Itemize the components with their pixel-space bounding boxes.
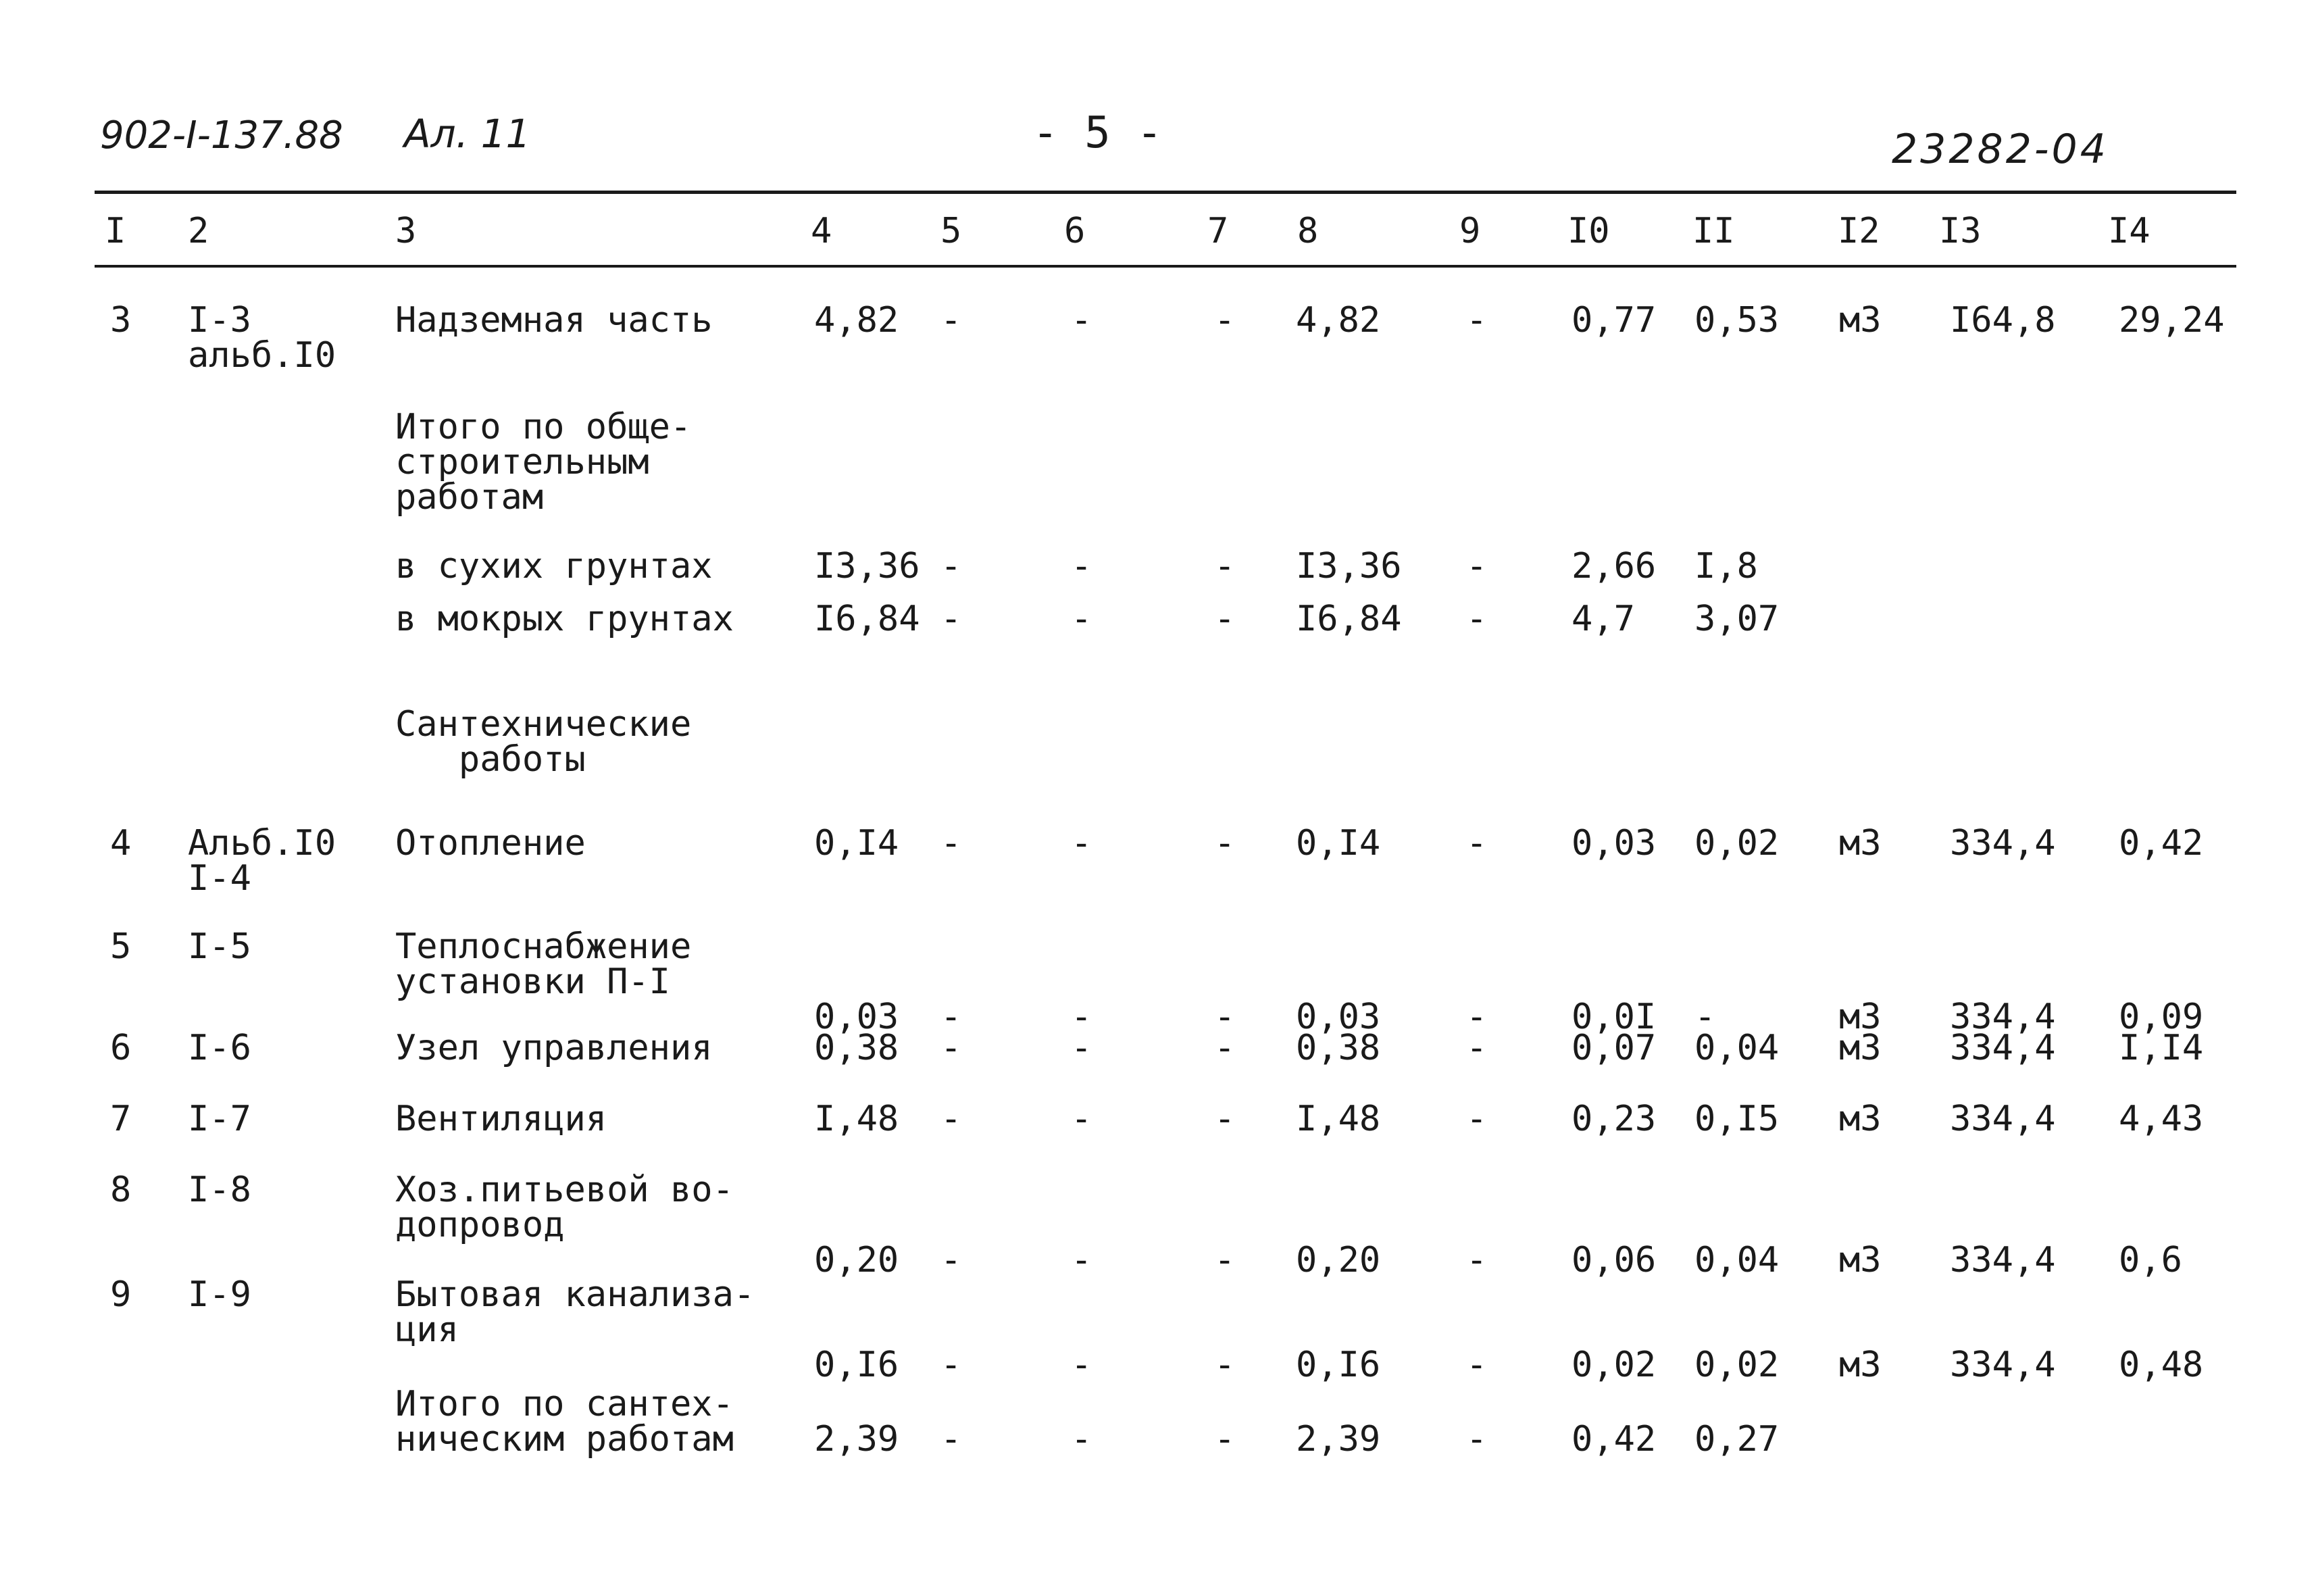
table-cell-col13: 334,4	[1950, 1099, 2056, 1139]
table-cell-col13: 334,4	[1950, 1028, 2056, 1068]
table-cell-col5: -	[940, 823, 962, 864]
table-cell-col3: Надземная часть	[395, 300, 713, 341]
table-cell-col13: 334,4	[1950, 1240, 2056, 1280]
column-header: I2	[1838, 211, 1880, 251]
table-cell-col13: 334,4	[1950, 1345, 2056, 1385]
table-cell-col3: Бытовая канализа- ция	[395, 1274, 755, 1350]
table-cell-col11: 0,04	[1694, 1240, 1780, 1280]
table-cell-col3: Теплоснабжение установки П-I	[395, 926, 692, 1002]
table-cell-col1: 5	[110, 926, 132, 967]
table-cell-col4: I6,84	[814, 599, 920, 639]
table-cell-col3: в мокрых грунтах	[395, 599, 734, 639]
table-cell-col4: I,48	[814, 1099, 899, 1139]
column-header: I4	[2108, 211, 2150, 251]
table-cell-col11: -	[1694, 997, 1716, 1037]
page-number: - 5 -	[1032, 108, 1163, 158]
table-cell-col7: -	[1214, 1419, 1236, 1460]
table-cell-col6: -	[1071, 599, 1092, 639]
table-cell-col11: 0,27	[1694, 1419, 1780, 1460]
column-header: 6	[1064, 211, 1086, 251]
table-cell-col3: Итого по сантех- ническим работам	[395, 1384, 734, 1460]
table-cell-col9: -	[1466, 300, 1488, 341]
table-cell-col12: м3	[1839, 1240, 1882, 1280]
table-cell-col6: -	[1071, 1028, 1092, 1068]
table-cell-col9: -	[1466, 546, 1488, 587]
table-cell-col12: м3	[1839, 1028, 1882, 1068]
table-cell-col7: -	[1214, 300, 1236, 341]
table-cell-col4: 0,03	[814, 997, 899, 1037]
table-cell-col9: -	[1466, 599, 1488, 639]
table-cell-col9: -	[1466, 1099, 1488, 1139]
table-cell-col2: Альб.I0 I-4	[188, 823, 336, 899]
table-cell-col10: 0,0I	[1571, 997, 1657, 1037]
column-header: 7	[1207, 211, 1229, 251]
table-cell-col12: м3	[1839, 1345, 1882, 1385]
table-cell-col7: -	[1214, 1345, 1236, 1385]
table-cell-col6: -	[1071, 1240, 1092, 1280]
table-cell-col5: -	[940, 1419, 962, 1460]
table-cell-col4: 0,38	[814, 1028, 899, 1068]
table-cell-col5: -	[940, 546, 962, 587]
table-cell-col3: Вентиляция	[395, 1099, 607, 1139]
table-cell-col10: 0,03	[1571, 823, 1657, 864]
table-cell-col3: в сухих грунтах	[395, 546, 713, 587]
table-cell-col12: м3	[1839, 300, 1882, 341]
table-cell-col4: 0,20	[814, 1240, 899, 1280]
column-header: 8	[1297, 211, 1319, 251]
table-cell-col7: -	[1214, 823, 1236, 864]
table-cell-col4: 2,39	[814, 1419, 899, 1460]
table-cell-col8: I6,84	[1296, 599, 1402, 639]
table-cell-col7: -	[1214, 1028, 1236, 1068]
table-cell-col3: Отопление	[395, 823, 586, 864]
table-cell-col2: I-5	[188, 926, 251, 967]
table-cell-col1: 4	[110, 823, 132, 864]
table-cell-col5: -	[940, 599, 962, 639]
table-cell-col2: I-7	[188, 1099, 251, 1139]
table-cell-col2: I-9	[188, 1274, 251, 1315]
page-header	[0, 0, 2314, 176]
table-cell-col8: 0,38	[1296, 1028, 1381, 1068]
table-cell-col12: м3	[1839, 823, 1882, 864]
table-cell-col10: 0,23	[1571, 1099, 1657, 1139]
table-cell-col6: -	[1071, 1099, 1092, 1139]
table-cell-col10: 0,02	[1571, 1345, 1657, 1385]
table-cell-col1: 7	[110, 1099, 132, 1139]
table-cell-col11: 3,07	[1694, 599, 1780, 639]
table-cell-col3: Итого по обще- строительным работам	[395, 407, 692, 518]
table-cell-col13: 334,4	[1950, 823, 2056, 864]
table-cell-col4: 0,I6	[814, 1345, 899, 1385]
table-cell-col7: -	[1214, 997, 1236, 1037]
table-cell-col6: -	[1071, 823, 1092, 864]
table-cell-col6: -	[1071, 546, 1092, 587]
table-cell-col14: 0,6	[2119, 1240, 2182, 1280]
table-cell-col10: 0,06	[1571, 1240, 1657, 1280]
table-cell-col4: 4,82	[814, 300, 899, 341]
table-cell-col4: I3,36	[814, 546, 920, 587]
table-cell-col6: -	[1071, 1419, 1092, 1460]
column-header: 2	[188, 211, 209, 251]
table-cell-col3: Узел управления	[395, 1028, 713, 1068]
table-cell-col5: -	[940, 997, 962, 1037]
table-cell-col7: -	[1214, 599, 1236, 639]
table-cell-col9: -	[1466, 1345, 1488, 1385]
column-header: 5	[940, 211, 962, 251]
table-cell-col14: 0,42	[2119, 823, 2204, 864]
table-cell-col5: -	[940, 300, 962, 341]
table-cell-col6: -	[1071, 300, 1092, 341]
table-cell-col11: I,8	[1694, 546, 1758, 587]
table-cell-col5: -	[940, 1028, 962, 1068]
table-cell-col8: I3,36	[1296, 546, 1402, 587]
table-cell-col3: Хоз.питьевой во- допровод	[395, 1170, 734, 1245]
table-cell-col8: I,48	[1296, 1099, 1381, 1139]
table-cell-col11: 0,04	[1694, 1028, 1780, 1068]
table-cell-col1: 8	[110, 1170, 132, 1210]
column-header: 4	[811, 211, 832, 251]
table-cell-col14: 4,43	[2119, 1099, 2204, 1139]
column-header: I	[105, 211, 126, 251]
table-cell-col5: -	[940, 1240, 962, 1280]
table-cell-col8: 0,I6	[1296, 1345, 1381, 1385]
table-cell-col8: 2,39	[1296, 1419, 1381, 1460]
document-code: 902-I-137.88	[100, 114, 343, 157]
table-top-rule	[95, 191, 2236, 194]
table-cell-col3: Сантехнические работы	[395, 704, 692, 780]
table-cell-col10: 0,42	[1571, 1419, 1657, 1460]
table-cell-col9: -	[1466, 1028, 1488, 1068]
table-cell-col10: 2,66	[1571, 546, 1657, 587]
table-cell-col1: 6	[110, 1028, 132, 1068]
table-cell-col8: 0,03	[1296, 997, 1381, 1037]
column-header: I3	[1939, 211, 1982, 251]
table-cell-col4: 0,I4	[814, 823, 899, 864]
table-cell-col14: 0,09	[2119, 997, 2204, 1037]
table-cell-col14: 0,48	[2119, 1345, 2204, 1385]
column-header: 3	[395, 211, 417, 251]
column-header: I0	[1567, 211, 1610, 251]
header-bottom-rule	[95, 265, 2236, 268]
sheet-label: Ал. 11	[404, 111, 531, 157]
table-cell-col12: м3	[1839, 1099, 1882, 1139]
table-cell-col7: -	[1214, 546, 1236, 587]
table-cell-col1: 9	[110, 1274, 132, 1315]
table-cell-col11: 0,02	[1694, 823, 1780, 864]
table-cell-col8: 0,20	[1296, 1240, 1381, 1280]
table-cell-col6: -	[1071, 1345, 1092, 1385]
column-header: II	[1692, 211, 1735, 251]
table-cell-col2: I-8	[188, 1170, 251, 1210]
table-cell-col8: 4,82	[1296, 300, 1381, 341]
archive-number: 23282-04	[1892, 126, 2109, 173]
column-header: 9	[1459, 211, 1481, 251]
table-cell-col10: 4,7	[1571, 599, 1635, 639]
table-cell-col9: -	[1466, 823, 1488, 864]
table-cell-col1: 3	[110, 300, 132, 341]
table-cell-col14: I,I4	[2119, 1028, 2204, 1068]
table-cell-col9: -	[1466, 1240, 1488, 1280]
table-cell-col11: 0,02	[1694, 1345, 1780, 1385]
table-cell-col7: -	[1214, 1240, 1236, 1280]
table-cell-col2: I-3 альб.I0	[188, 300, 336, 376]
table-cell-col13: I64,8	[1950, 300, 2056, 341]
table-cell-col5: -	[940, 1099, 962, 1139]
table-cell-col10: 0,07	[1571, 1028, 1657, 1068]
table-cell-col14: 29,24	[2119, 300, 2225, 341]
table-cell-col12: м3	[1839, 997, 1882, 1037]
table-cell-col8: 0,I4	[1296, 823, 1381, 864]
table-cell-col11: 0,I5	[1694, 1099, 1780, 1139]
table-cell-col9: -	[1466, 1419, 1488, 1460]
table-cell-col6: -	[1071, 997, 1092, 1037]
table-cell-col13: 334,4	[1950, 997, 2056, 1037]
table-cell-col11: 0,53	[1694, 300, 1780, 341]
table-cell-col7: -	[1214, 1099, 1236, 1139]
table-cell-col10: 0,77	[1571, 300, 1657, 341]
table-cell-col5: -	[940, 1345, 962, 1385]
table-cell-col9: -	[1466, 997, 1488, 1037]
table-cell-col2: I-6	[188, 1028, 251, 1068]
